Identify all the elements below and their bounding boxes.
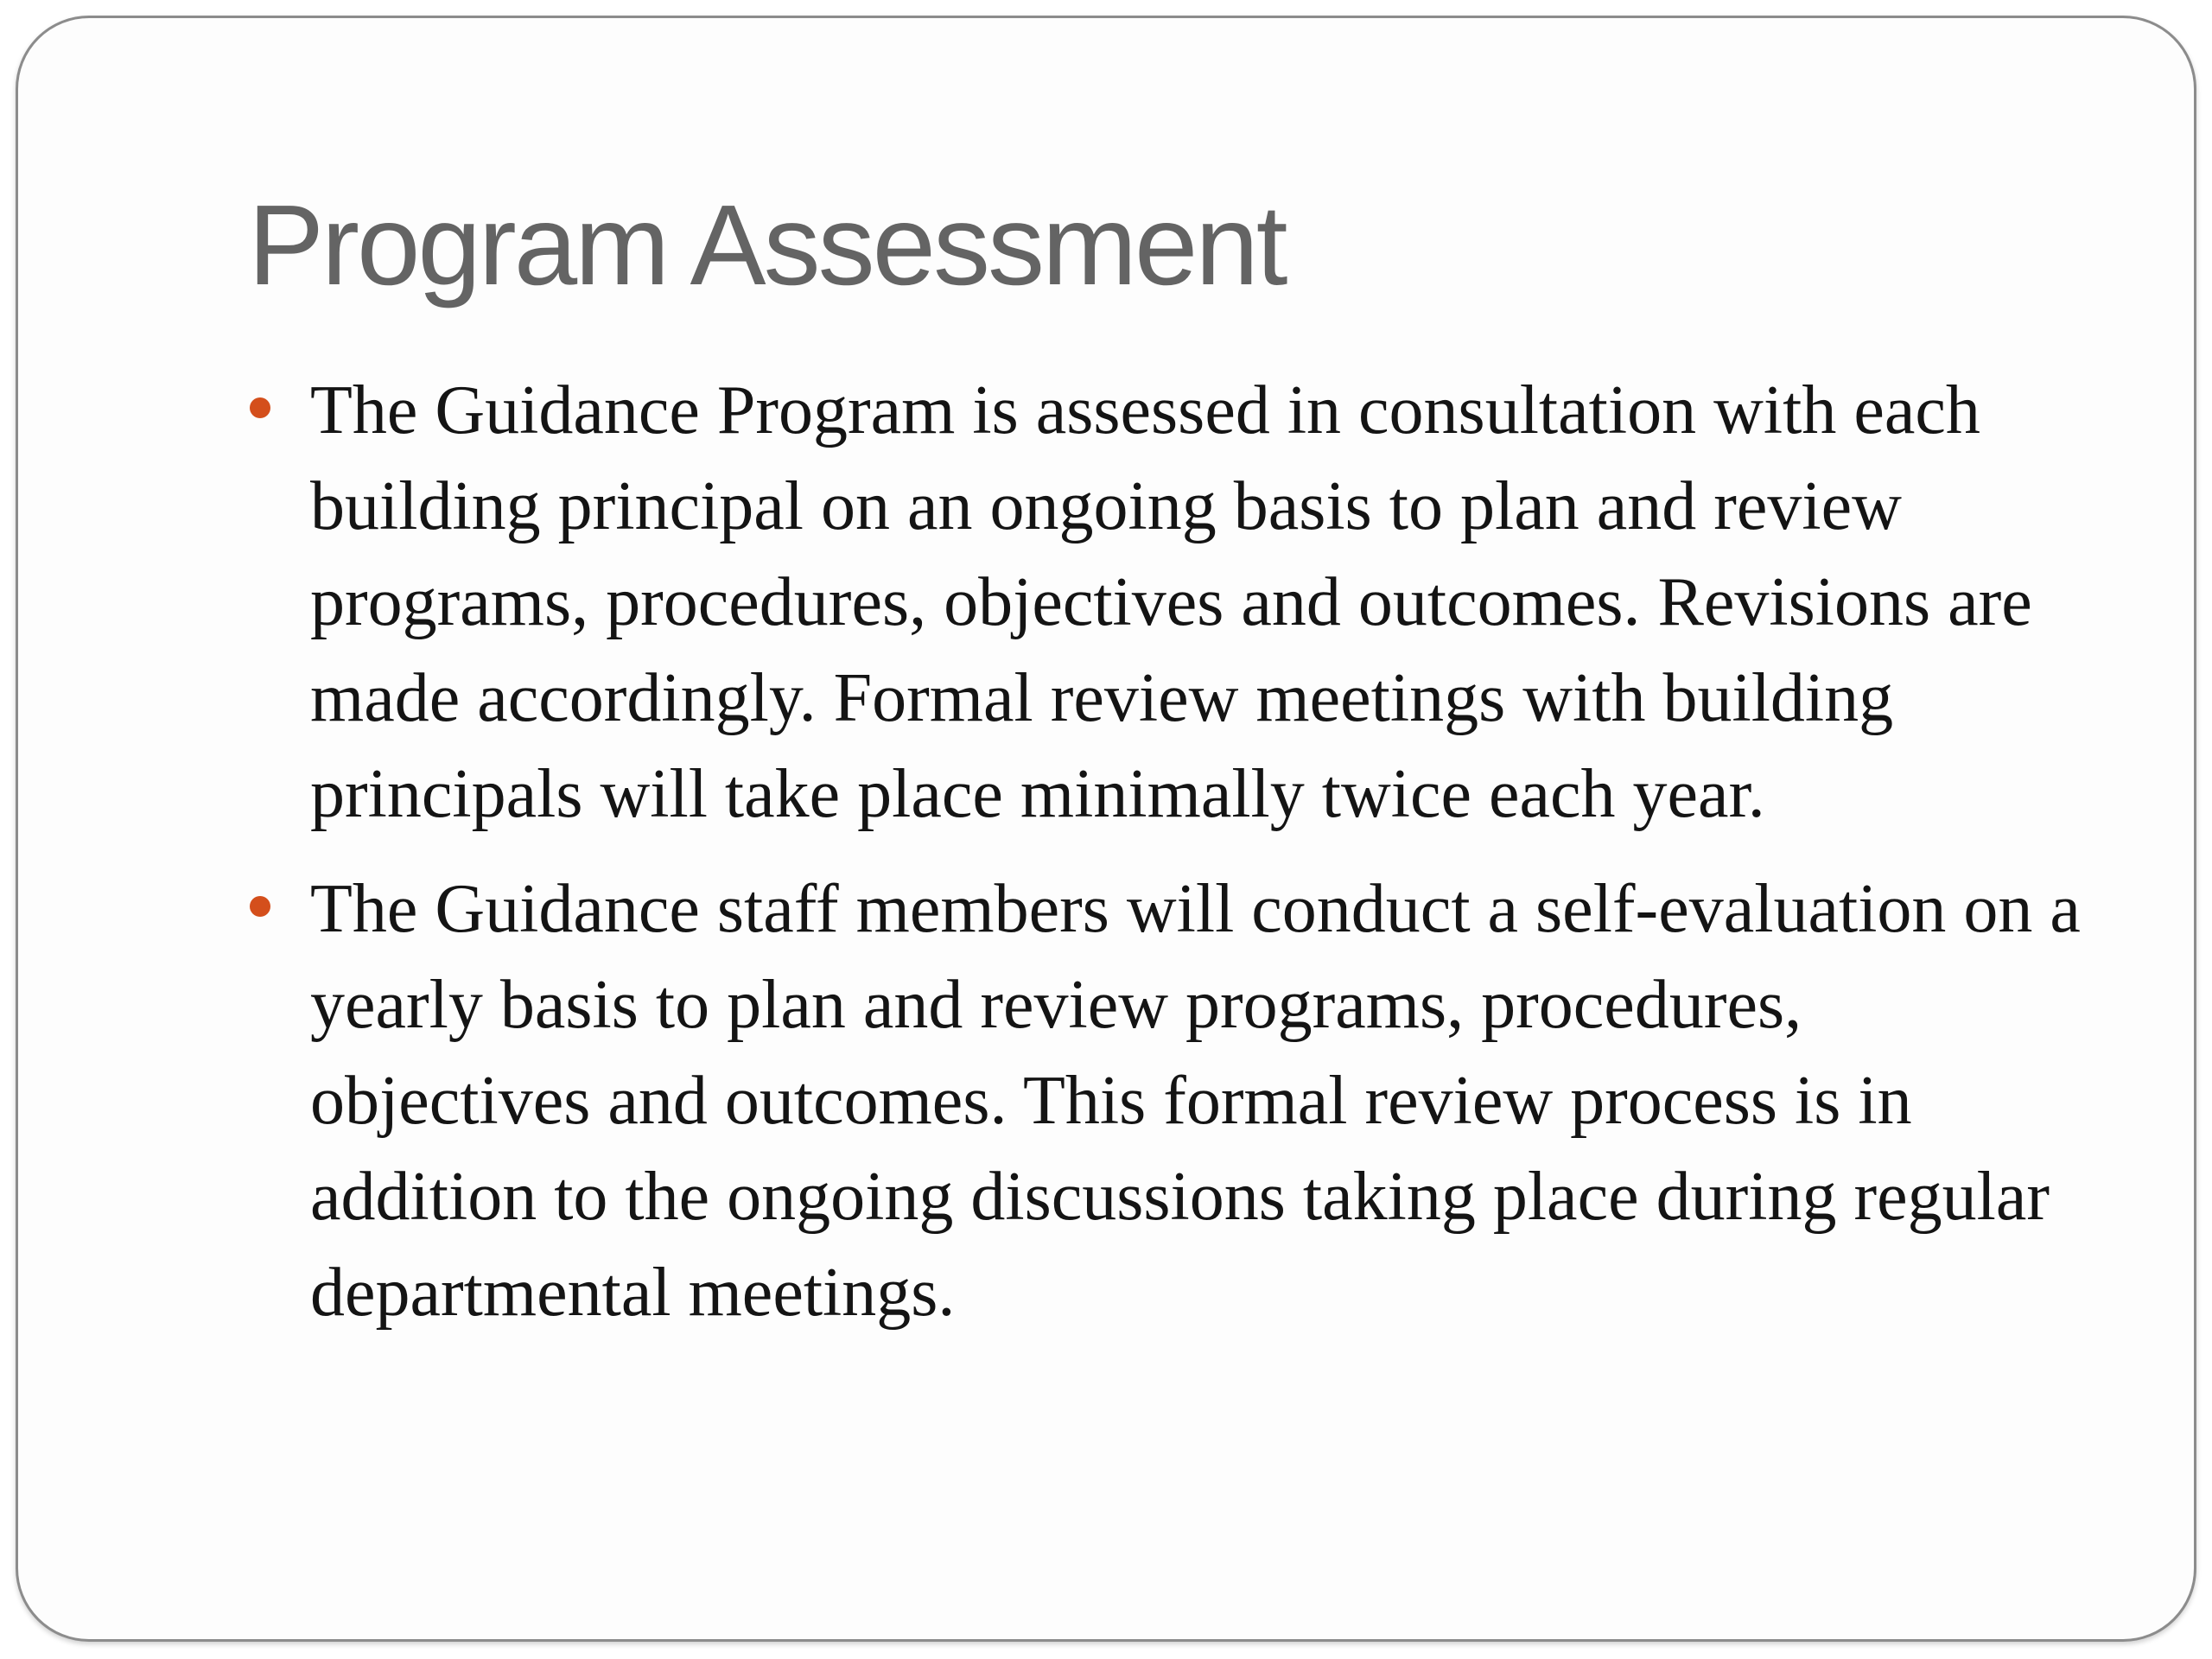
slide-title: Program Assessment — [248, 181, 1286, 308]
bullet-dot-icon — [250, 896, 270, 917]
bullet-text: The Guidance Program is assessed in consultation with each building principal on an ongoing basis to plan and review programs, procedures, objectives and outcomes. Revisions are made accordingly. Formal review meetings with building principals will take place minimally twice each year. — [310, 372, 2032, 832]
bullet-item — [248, 363, 2097, 842]
bullet-item — [248, 861, 2097, 1341]
bullet-list — [248, 363, 2097, 1360]
bullet-dot-icon — [250, 397, 270, 418]
bullet-text: The Guidance staff members will conduct a self-evaluation on a yearly basis to plan and review programs, procedures, objectives and outcomes. This formal review process is in addition to the ongoing discussions taking place during regular departmental meetings. — [310, 871, 2081, 1331]
